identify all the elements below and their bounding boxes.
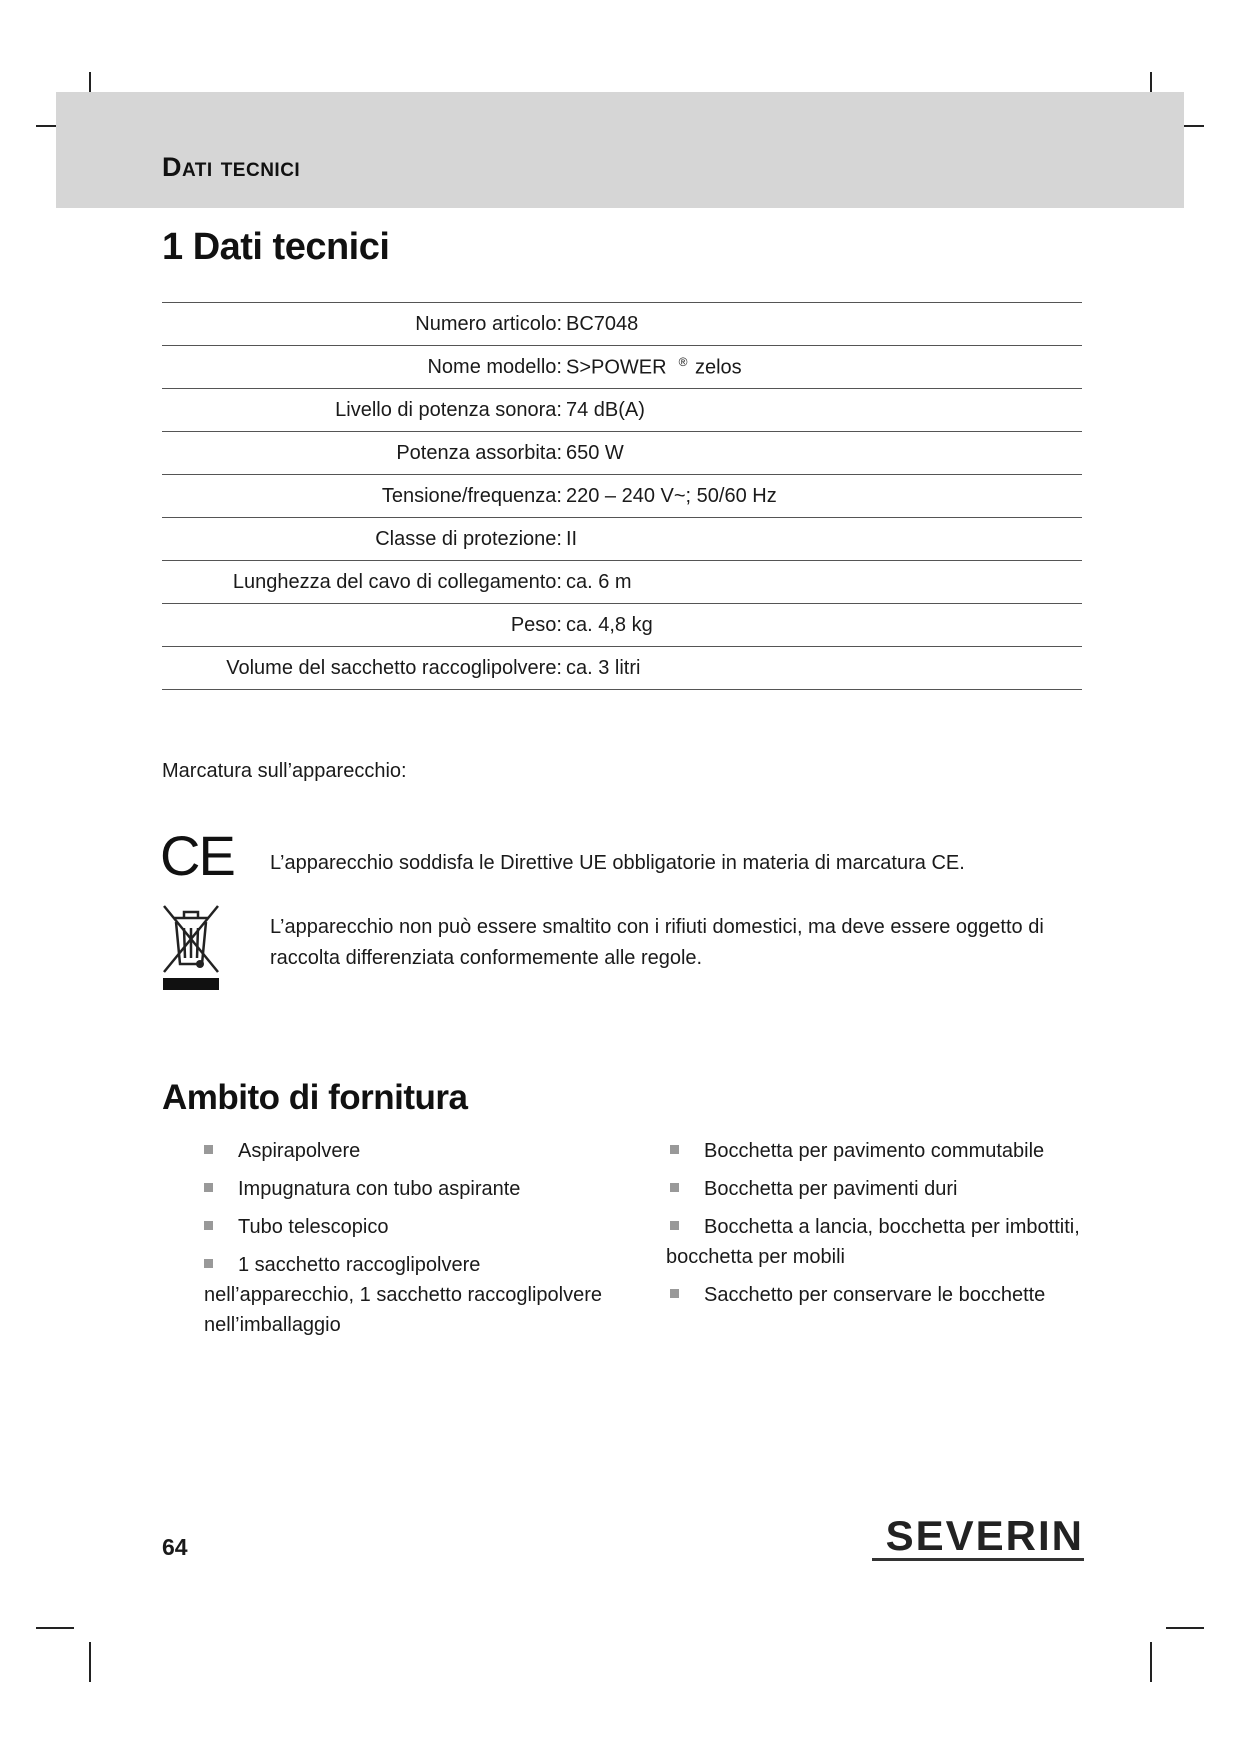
list-item-text: Tubo telescopico	[238, 1216, 389, 1238]
table-row	[162, 432, 1082, 475]
list-item-text: Bocchetta per pavimenti duri	[704, 1178, 958, 1200]
ce-description: L’apparecchio soddisfa le Direttive UE obbligatorie in materia di marcatura CE.	[270, 852, 965, 874]
spec-label: Livello di potenza sonora:	[335, 398, 562, 421]
spec-value	[566, 355, 742, 380]
square-bullet-icon	[670, 1289, 679, 1298]
list-item	[162, 1136, 622, 1166]
registered-mark: ®	[678, 354, 688, 369]
list-item	[666, 1174, 1096, 1204]
ce-mark-icon: CE	[160, 824, 234, 887]
table-row	[162, 389, 1082, 432]
list-item-text: Sacchetto per conservare le bocchette	[704, 1284, 1046, 1306]
table-row	[162, 561, 1082, 604]
table-row	[162, 647, 1082, 690]
table-row	[162, 475, 1082, 518]
spec-label: Volume del sacchetto raccoglipolvere:	[226, 656, 562, 679]
spec-value: ca. 3 litri	[566, 656, 641, 679]
list-item	[666, 1212, 1096, 1272]
model-name: S>POWER	[566, 356, 667, 379]
spec-label: Peso:	[510, 613, 562, 636]
table-row	[162, 303, 1082, 346]
list-item	[666, 1280, 1096, 1310]
table-row	[162, 346, 1082, 389]
spec-value: 220 – 240 V~; 50/60 Hz	[566, 484, 777, 507]
spec-label: Classe di protezione:	[375, 527, 562, 550]
spec-label: Nome modello:	[427, 355, 562, 378]
square-bullet-icon	[670, 1221, 679, 1230]
crop-mark	[1166, 1627, 1204, 1629]
list-item-text: Impugnatura con tubo aspirante	[238, 1178, 521, 1200]
square-bullet-icon	[670, 1145, 679, 1154]
supply-list-left	[162, 1136, 622, 1348]
page-title: 1 Dati tecnici	[162, 226, 390, 268]
header-section-title: Dati tecnici	[162, 152, 301, 182]
marking-label: Marcatura sull’apparecchio:	[162, 760, 407, 782]
spec-value: BC7048	[566, 312, 639, 335]
list-item	[162, 1250, 622, 1340]
spec-table	[162, 302, 1082, 690]
model-suffix: zelos	[694, 356, 742, 379]
list-item-text: Aspirapolvere	[238, 1140, 361, 1162]
square-bullet-icon	[670, 1183, 679, 1192]
spec-label: Potenza assorbita:	[396, 441, 562, 464]
crossed-out-bin-icon	[160, 902, 222, 990]
spec-value: ca. 4,8 kg	[566, 613, 653, 636]
list-item-text: Bocchetta per pavimento commutabile	[704, 1140, 1045, 1162]
table-row	[162, 604, 1082, 647]
spec-value: 74 dB(A)	[566, 398, 645, 421]
spec-value: ca. 6 m	[566, 570, 632, 593]
list-item	[162, 1174, 622, 1204]
supply-list-right	[666, 1136, 1096, 1318]
square-bullet-icon	[204, 1145, 213, 1154]
weee-description: L’apparecchio non può essere smaltito con i rifiuti domestici, ma deve essere oggetto di raccolta differenziata conformemente alle regole.	[270, 916, 1044, 969]
page-number: 64	[162, 1534, 188, 1560]
list-item	[162, 1212, 622, 1242]
crop-mark	[1150, 1642, 1152, 1682]
list-item-text: Bocchetta a lancia, bocchetta per imbottiti, bocchetta per mobili	[666, 1216, 1080, 1268]
square-bullet-icon	[204, 1183, 213, 1192]
square-bullet-icon	[204, 1259, 213, 1268]
header-band	[56, 92, 1184, 208]
square-bullet-icon	[204, 1221, 213, 1230]
spec-label: Numero articolo:	[415, 312, 562, 335]
spec-label: Lunghezza del cavo di collegamento:	[232, 570, 562, 593]
list-item-text: 1 sacchetto raccoglipolvere nell’apparecchio, 1 sacchetto raccoglipolvere nell’imballaggio	[204, 1254, 603, 1336]
brand-logo: SEVERIN	[872, 1514, 1084, 1561]
spec-value: 650 W	[566, 441, 624, 464]
spec-value: II	[566, 527, 578, 550]
table-row	[162, 518, 1082, 561]
supply-title: Ambito di fornitura	[162, 1078, 468, 1117]
list-item	[666, 1136, 1096, 1166]
crop-mark	[89, 1642, 91, 1682]
spec-label: Tensione/frequenza:	[381, 484, 562, 507]
crop-mark	[36, 1627, 74, 1629]
